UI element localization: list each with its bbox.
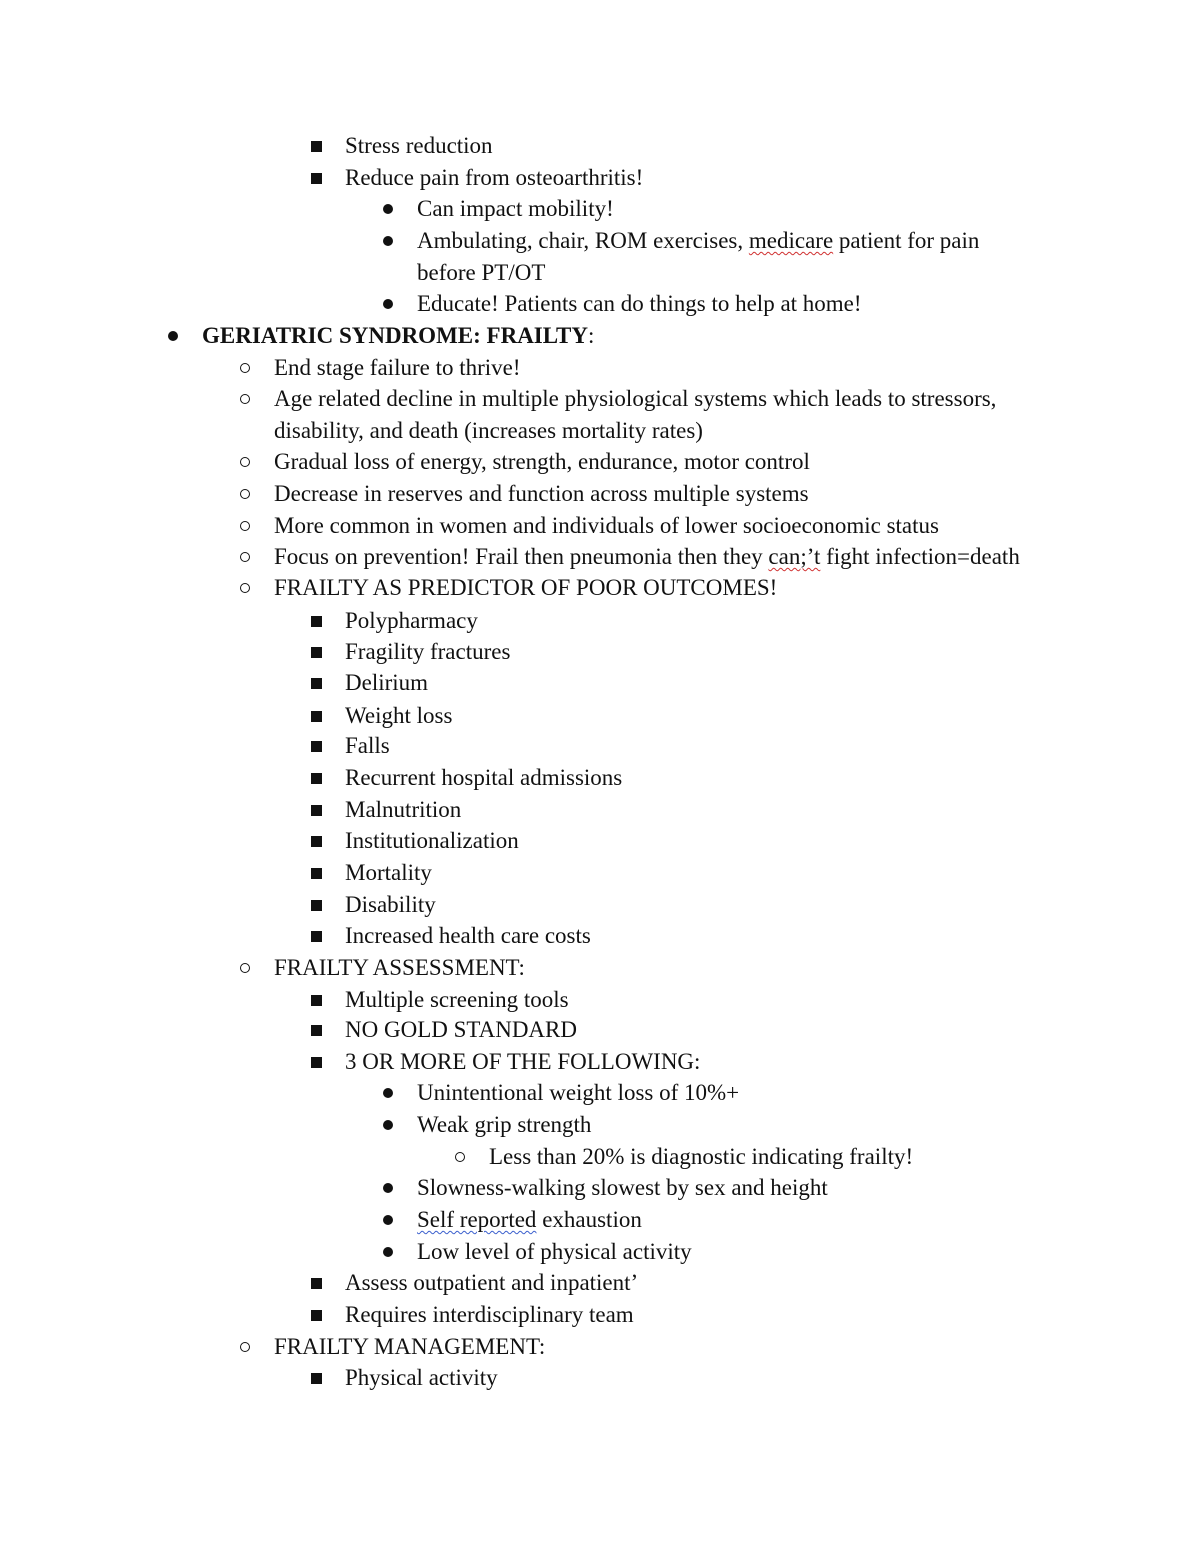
list-item-text: Malnutrition: [345, 797, 462, 822]
list-item-text: Recurrent hospital admissions: [345, 765, 623, 790]
list-item-text: Assess outpatient and inpatient’: [345, 1270, 639, 1295]
list-item-text: Multiple screening tools: [345, 987, 569, 1012]
list-item-text: Institutionalization: [345, 828, 519, 853]
list-item-text: FRAILTY MANAGEMENT:: [274, 1334, 546, 1359]
list-item-text: Gradual loss of energy, strength, endurance, motor control: [274, 449, 810, 474]
list-item-text: Requires interdisciplinary team: [345, 1302, 634, 1327]
list-item-text: More common in women and individuals of lower socioeconomic status: [274, 513, 939, 538]
grammar-error-mark[interactable]: Self reported: [417, 1207, 537, 1232]
list-item-text: Weight loss: [345, 703, 453, 728]
list-item-text: Slowness-walking slowest by sex and height: [417, 1175, 828, 1200]
list-item-text: Stress reduction: [345, 133, 493, 158]
spelling-error-mark[interactable]: medicare: [748, 228, 834, 253]
list-item-text: Weak grip strength: [417, 1112, 592, 1137]
list-item-text: disability, and death (increases mortality rates): [274, 418, 703, 443]
list-item-text: Increased health care costs: [345, 923, 591, 948]
list-item-text: FRAILTY AS PREDICTOR OF POOR OUTCOMES!: [274, 575, 778, 600]
list-item-text: Low level of physical activity: [417, 1239, 692, 1264]
list-item-text: FRAILTY ASSESSMENT:: [274, 955, 525, 980]
list-item-text: Can impact mobility!: [417, 196, 614, 221]
list-item-text: Focus on prevention! Frail then pneumonia then they can;’t fight infection=death: [274, 544, 1020, 569]
list-item-text: Fragility fractures: [345, 639, 511, 664]
list-item-text: Falls: [345, 733, 390, 758]
list-item-text: Educate! Patients can do things to help at home!: [417, 291, 862, 316]
list-item-text: Disability: [345, 892, 436, 917]
list-item-text: Polypharmacy: [345, 608, 478, 633]
list-item-text: Age related decline in multiple physiological systems which leads to stressors,: [274, 386, 997, 411]
spelling-error-mark[interactable]: can;’t: [768, 544, 821, 569]
list-item-text: Ambulating, chair, ROM exercises, medicare patient for pain: [417, 228, 980, 253]
list-item-text: Unintentional weight loss of 10%+: [417, 1080, 740, 1105]
list-item-text: Mortality: [345, 860, 432, 885]
list-item-text: End stage failure to thrive!: [274, 355, 521, 380]
list-item-text: Delirium: [345, 670, 429, 695]
list-item-text: 3 OR MORE OF THE FOLLOWING:: [345, 1049, 701, 1074]
list-item-text: Physical activity: [345, 1365, 498, 1390]
list-item-text: NO GOLD STANDARD: [345, 1017, 577, 1042]
list-item-text: Reduce pain from osteoarthritis!: [345, 165, 644, 190]
section-heading-text: GERIATRIC SYNDROME: FRAILTY:: [202, 323, 595, 348]
list-item-text: before PT/OT: [417, 260, 546, 285]
list-item-text: Decrease in reserves and function across multiple systems: [274, 481, 809, 506]
list-item-text: Self reported exhaustion: [417, 1207, 642, 1232]
list-item-text: Less than 20% is diagnostic indicating frailty!: [489, 1144, 914, 1169]
